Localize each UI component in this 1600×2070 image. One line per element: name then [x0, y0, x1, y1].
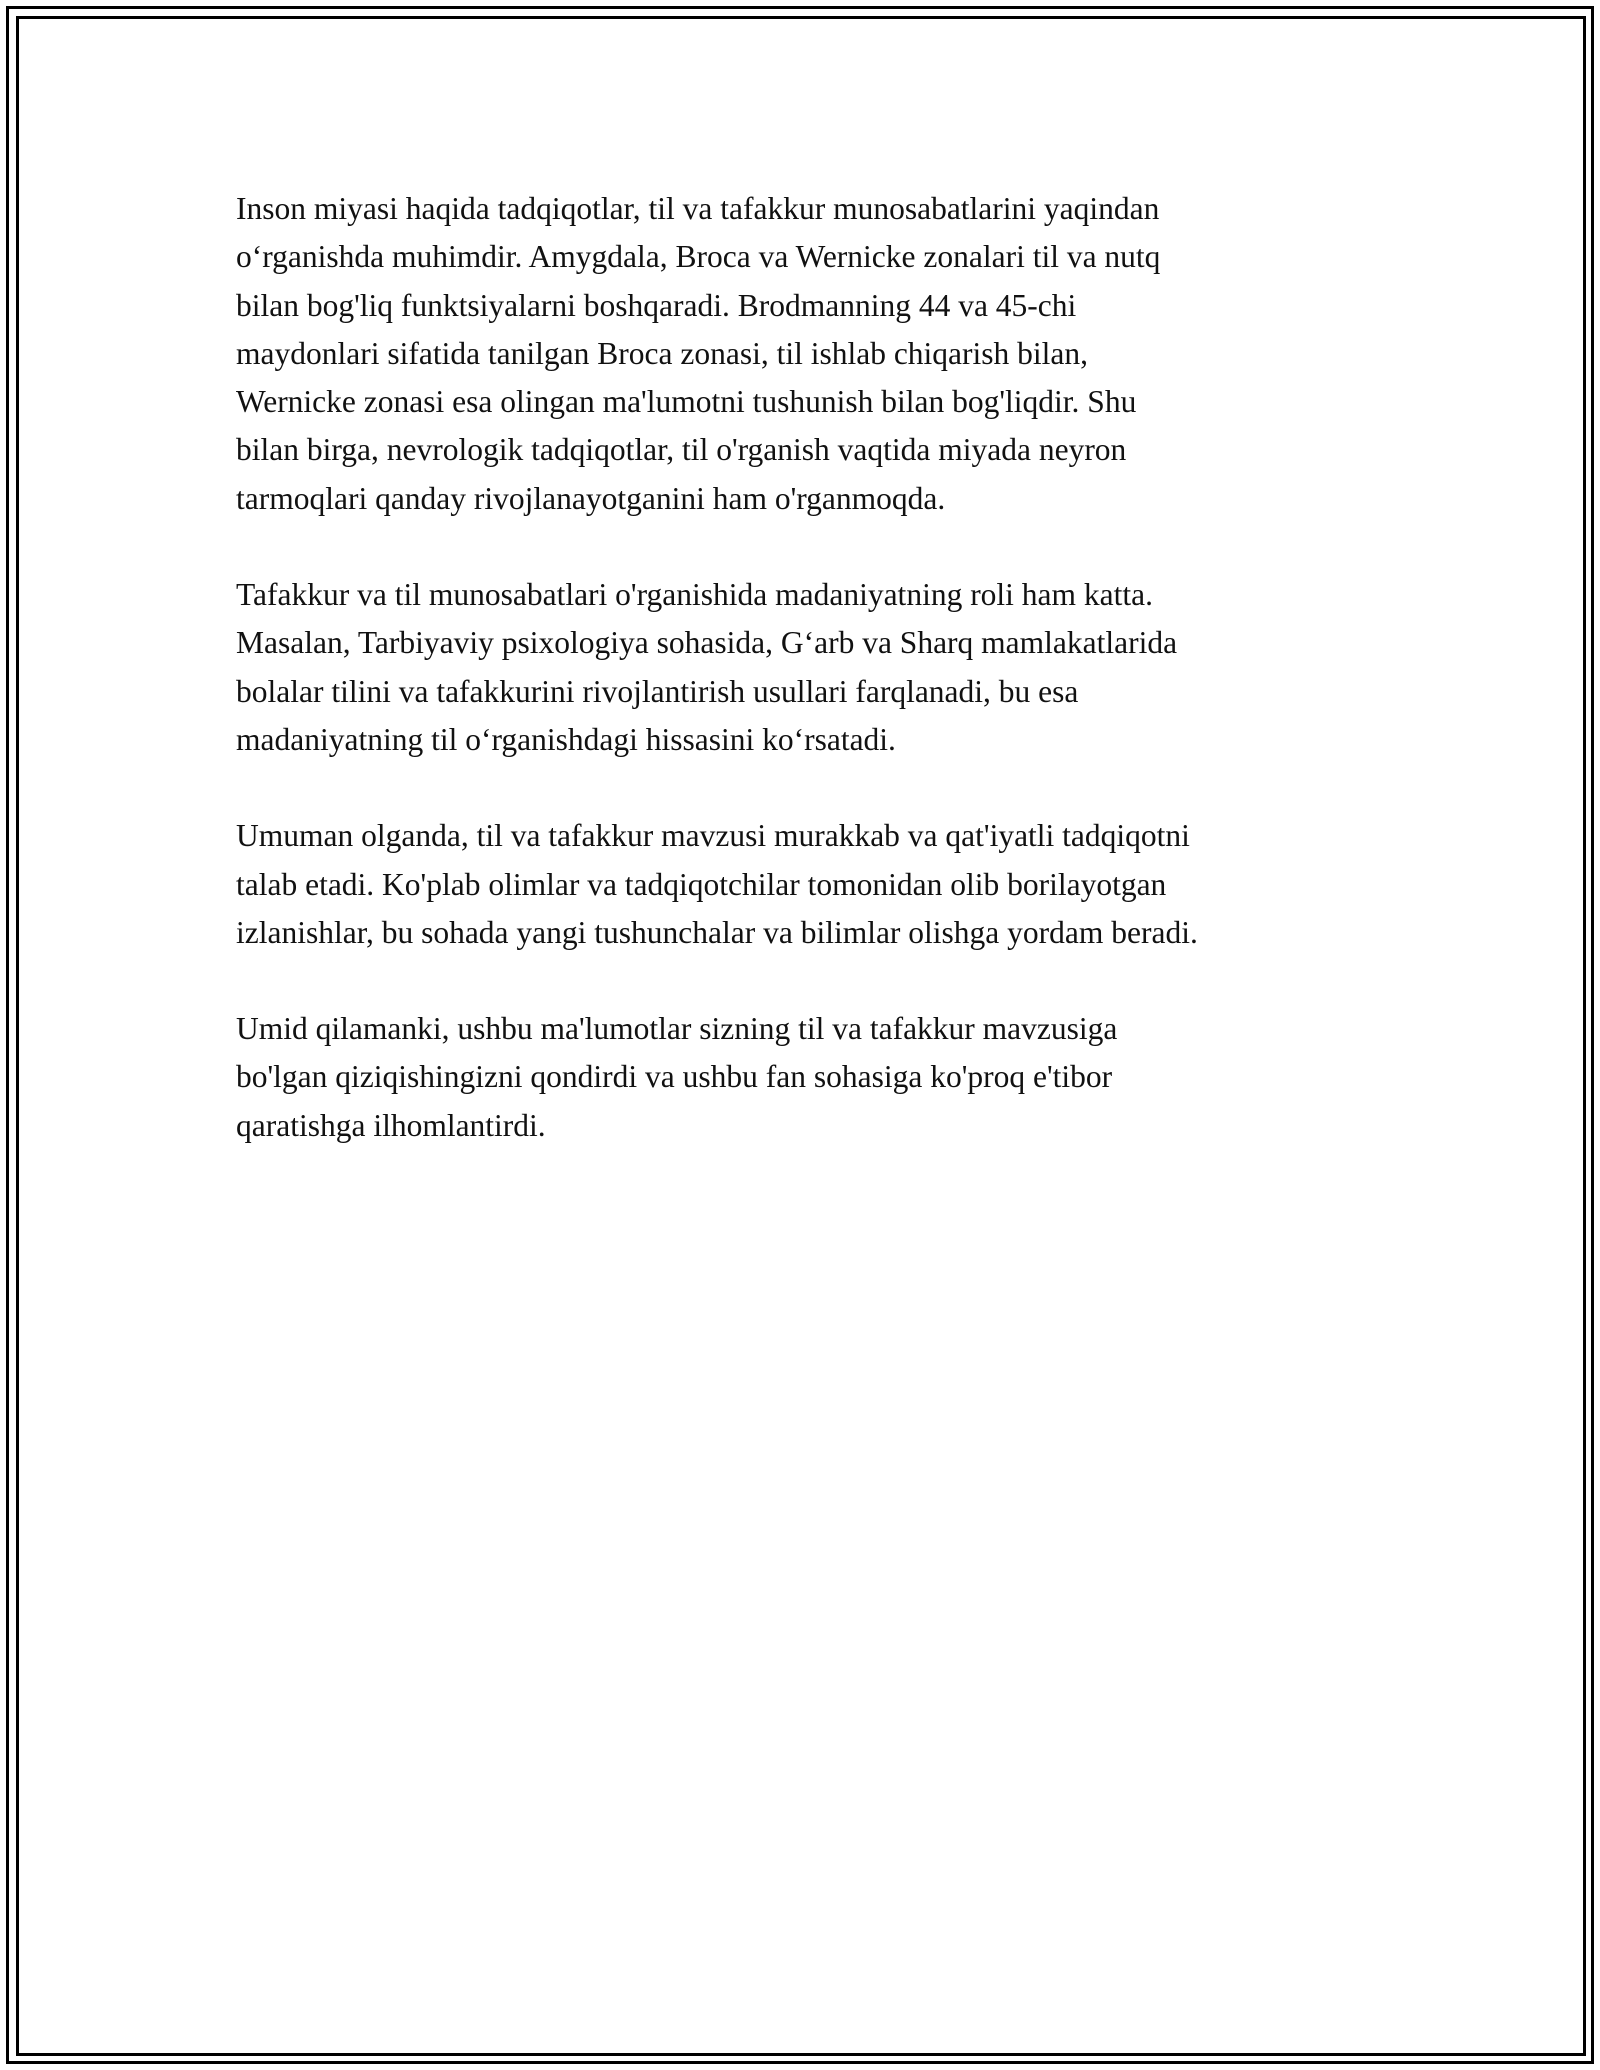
text-line: maydonlari sifatida tanilgan Broca zonasi, til ishlab chiqarish bilan,: [236, 335, 1089, 371]
text-line: bolalar tilini va tafakkurini rivojlantirish usullari farqlanadi, bu esa: [236, 673, 1079, 709]
text-line: bilan bog'liq funktsiyalarni boshqaradi. Brodmanning 44 va 45-chi: [236, 287, 1077, 323]
text-line: bo'lgan qiziqishingizni qondirdi va ushbu fan sohasiga ko'proq e'tibor: [236, 1059, 1113, 1095]
text-line: qaratishga ilhomlantirdi.: [236, 1107, 546, 1143]
paragraph-3: [236, 812, 1396, 957]
text-line: o‘rganishda muhimdir. Amygdala, Broca va Wernicke zonalari til va nutq: [236, 239, 1161, 275]
text-line: Umid qilamanki, ushbu ma'lumotlar sizning til va tafakkur mavzusiga: [236, 1011, 1118, 1047]
paragraph-1: [236, 185, 1396, 523]
text-line: Tafakkur va til munosabatlari o'rganishida madaniyatning roli ham katta.: [236, 577, 1154, 613]
text-line: Wernicke zonasi esa olingan ma'lumotni tushunish bilan bog'liqdir. Shu: [236, 384, 1137, 420]
paragraph-2: [236, 571, 1396, 764]
document-body: [236, 185, 1396, 1198]
paragraph-4: [236, 1005, 1396, 1150]
text-line: tarmoqlari qanday rivojlanayotganini ham o'rganmoqda.: [236, 480, 946, 516]
text-line: Umuman olganda, til va tafakkur mavzusi murakkab va qat'iyatli tadqiqotni: [236, 818, 1190, 854]
text-line: Inson miyasi haqida tadqiqotlar, til va tafakkur munosabatlarini yaqindan: [236, 191, 1160, 226]
text-line: izlanishlar, bu sohada yangi tushunchalar va bilimlar olishga yordam beradi.: [236, 914, 1198, 950]
text-line: talab etadi. Ko'plab olimlar va tadqiqotchilar tomonidan olib borilayotgan: [236, 866, 1167, 902]
text-line: madaniyatning til o‘rganishdagi hissasini ko‘rsatadi.: [236, 721, 896, 757]
text-line: Masalan, Tarbiyaviy psixologiya sohasida, G‘arb va Sharq mamlakatlarida: [236, 625, 1178, 661]
text-line: bilan birga, nevrologik tadqiqotlar, til o'rganish vaqtida miyada neyron: [236, 432, 1127, 468]
